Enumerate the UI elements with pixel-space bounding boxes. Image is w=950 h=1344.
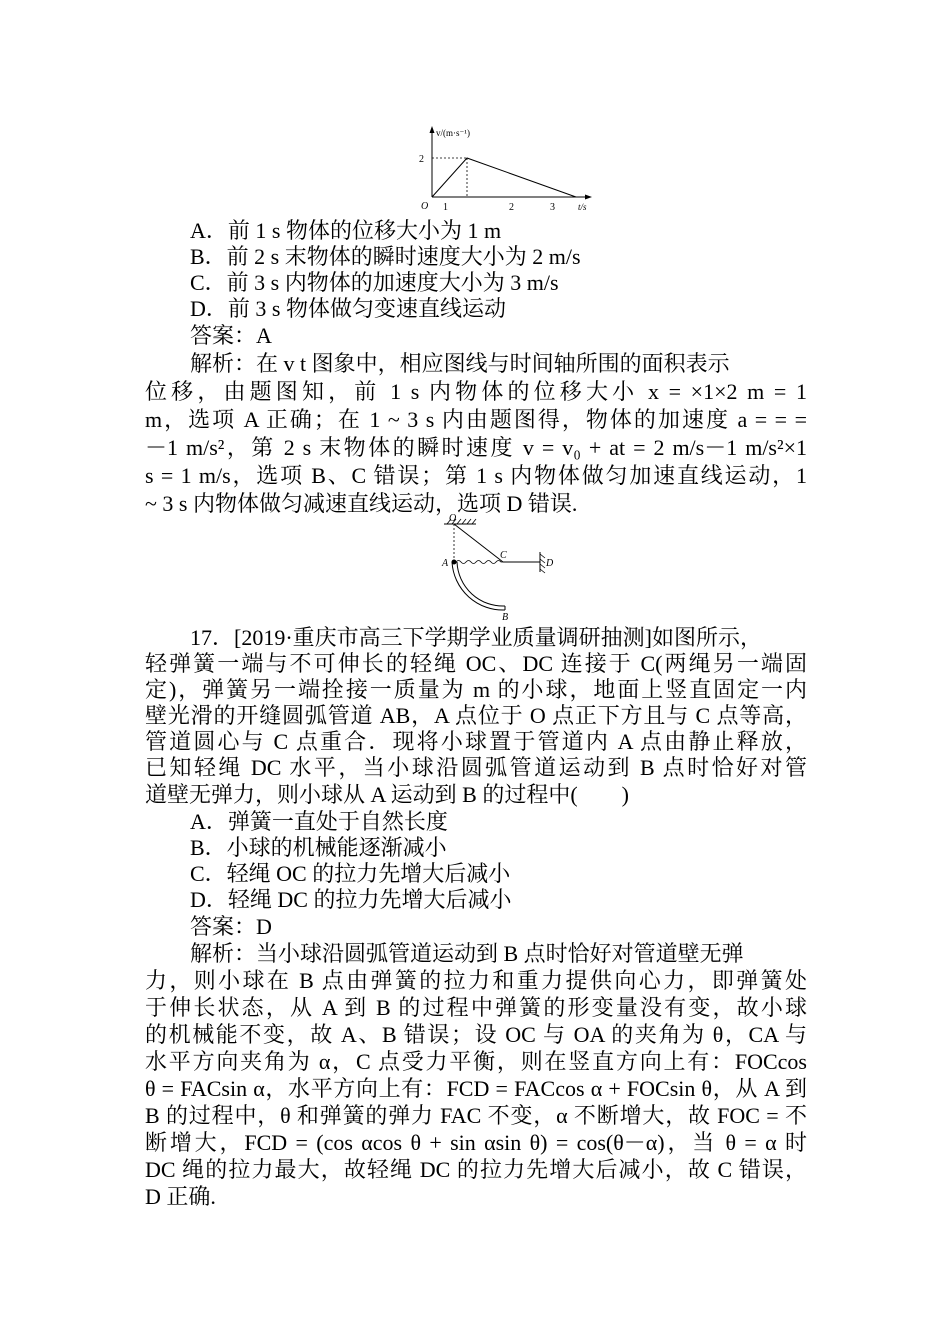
q16-option-c: C．前 3 s 内物体的加速度大小为 3 m/s <box>190 270 559 295</box>
q17-stem-line-7: 道壁无弹力，则小球从 A 运动到 B 的过程中( ) <box>145 782 630 807</box>
q17-option-b: B．小球的机械能逐渐减小 <box>190 835 447 860</box>
x-tick-2: 2 <box>509 202 514 213</box>
q16-answer: 答案：A <box>190 323 272 348</box>
label-A: A <box>442 558 449 569</box>
label-B: B <box>502 612 509 622</box>
q17-stem-line-3: 定)，弹簧另一端拴接一质量为 m 的小球，地面上竖直固定一内 <box>145 677 807 702</box>
q16-analysis-line-4: －1 m/s²，第 2 s 末物体的瞬时速度 v = v₀ + at = 2 m/s－1 m/s²×1 <box>145 435 807 460</box>
q16-analysis-line-5: s = 1 m/s，选项 B、C 错误；第 1 s 内物体做匀加速直线运动，1 <box>145 463 807 488</box>
q17-analysis-line-8: 断增大，FCD = (cos αcos θ + sin αsin θ) = cos(θ－α)，当 θ = α 时 <box>145 1130 807 1155</box>
q17-analysis-line-5: 水平方向夹角为 α，C 点受力平衡，则在竖直方向上有：FOCcos <box>145 1049 807 1074</box>
q17-analysis-line-6: θ = FACsin α，水平方向上有：FCD = FACcos α + FOCsin θ，从 A 到 <box>145 1076 807 1101</box>
q17-analysis-line-9: DC 绳的拉力最大，故轻绳 DC 的拉力先增大后减小，故 C 错误， <box>145 1157 807 1182</box>
origin-label: O <box>421 201 429 212</box>
q17-stem-line-2: 轻弹簧一端与不可伸长的轻绳 OC、DC 连接于 C(两绳另一端固 <box>145 651 807 676</box>
q17-analysis-line-4: 的机械能不变，故 A、B 错误；设 OC 与 OA 的夹角为 θ，CA 与 <box>145 1022 807 1047</box>
rope-OC <box>454 524 503 562</box>
q17-analysis-line-2: 力，则小球在 B 点由弹簧的拉力和重力提供向心力，即弹簧处 <box>145 968 807 993</box>
q17-analysis-line-7: B 的过程中，θ 和弹簧的弹力 FAC 不变，α 不断增大，故 FOC = 不 <box>145 1103 807 1128</box>
q17-option-a: A．弹簧一直处于自然长度 <box>190 809 448 834</box>
spring-tube-figure <box>438 514 558 622</box>
q16-analysis-line-6: ~ 3 s 内物体做匀减速直线运动，选项 D 错误. <box>145 491 578 516</box>
q17-answer: 答案：D <box>190 914 272 939</box>
x-tick-3: 3 <box>550 202 555 213</box>
tube-outer <box>452 562 505 610</box>
y-axis-label: v/(m·s⁻¹) <box>436 128 470 138</box>
tube-inner <box>457 562 505 606</box>
q17-analysis-line-10: D 正确. <box>145 1184 216 1209</box>
q16-analysis-line-2: 位移，由题图知，前 1 s 内物体的位移大小 x = ×1×2 m = 1 <box>145 379 807 404</box>
q17-analysis-line-3: 于伸长状态，从 A 到 B 的过程中弹簧的形变量没有变，故小球 <box>145 995 807 1020</box>
x-tick-1: 1 <box>443 202 448 213</box>
y-tick-label: 2 <box>419 154 424 165</box>
q17-stem-line-6: 已知轻绳 DC 水平，当小球沿圆弧管道运动到 B 点时恰好对管 <box>145 755 807 780</box>
vt-line <box>432 158 576 197</box>
label-C: C <box>500 550 507 561</box>
q16-option-b: B．前 2 s 末物体的瞬时速度大小为 2 m/s <box>190 244 581 269</box>
x-axis-label: t/s <box>578 202 587 212</box>
label-D: D <box>546 558 554 569</box>
q17-option-d: D．轻绳 DC 的拉力先增大后减小 <box>190 887 512 912</box>
label-O: O <box>449 514 457 524</box>
q16-option-d: D．前 3 s 物体做匀变速直线运动 <box>190 296 506 321</box>
q17-analysis-line-1: 解析：当小球沿圆弧管道运动到 B 点时恰好对管道壁无弹 <box>190 941 744 966</box>
spring <box>456 561 503 564</box>
q16-option-a: A．前 1 s 物体的位移大小为 1 m <box>190 218 502 243</box>
q17-stem-line-4: 壁光滑的开缝圆弧管道 AB，A 点位于 O 点正下方且与 C 点等高， <box>145 703 807 728</box>
q17-option-c: C．轻绳 OC 的拉力先增大后减小 <box>190 861 511 886</box>
q16-analysis-line-1: 解析：在 v t 图象中，相应图线与时间轴所围的面积表示 <box>190 351 730 376</box>
q16-analysis-line-3: m，选项 A 正确；在 1 ~ 3 s 内由题图得，物体的加速度 a = = = <box>145 407 807 432</box>
vt-graph <box>410 122 600 217</box>
q17-stem-line-1: 17．[2019·重庆市高三下学期学业质量调研抽测]如图所示， <box>190 625 762 650</box>
q17-stem-line-5: 管道圆心与 C 点重合．现将小球置于管道内 A 点由静止释放， <box>145 729 807 754</box>
